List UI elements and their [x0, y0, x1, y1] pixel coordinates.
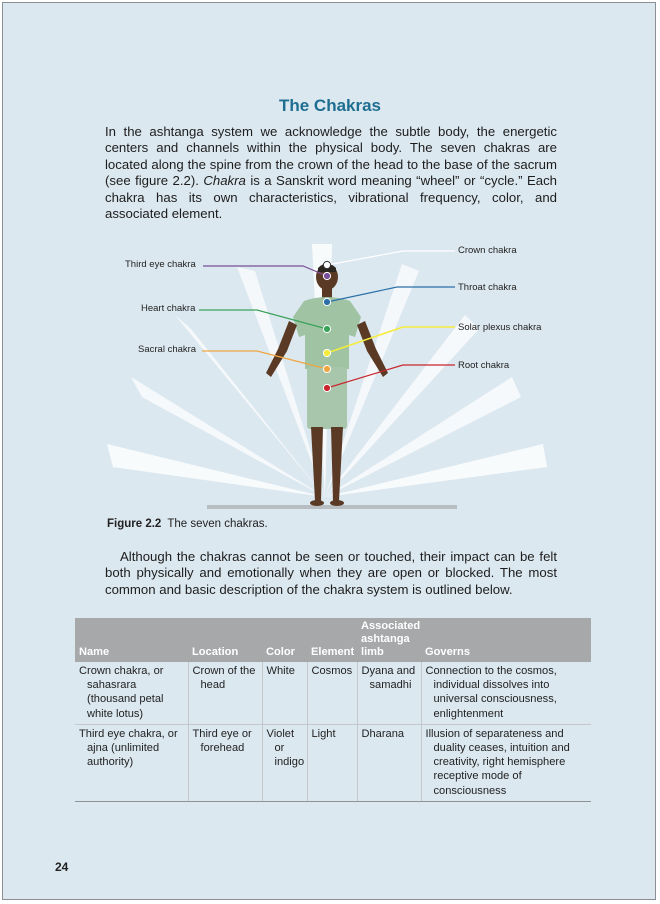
third-eye-chakra-dot	[323, 272, 330, 279]
cell-governs: Connection to the cosmos, individual dissolves into universal consciousness, enlightenment	[425, 665, 557, 720]
cell-element: Cosmos	[311, 665, 353, 677]
root-chakra-dot	[323, 384, 330, 391]
cell-location: Crown of the head	[192, 665, 256, 692]
header-location: Location	[188, 618, 262, 662]
cell-color: White	[266, 665, 295, 677]
sacral-chakra-label: Sacral chakra	[138, 344, 197, 355]
book-page	[2, 2, 656, 900]
yoga-mat	[207, 505, 457, 509]
cell-location: Third eye or forehead	[192, 727, 252, 755]
header-element: Element	[307, 618, 357, 662]
section-title: The Chakras	[278, 96, 382, 115]
cell-governs: Illusion of separateness and duality ceases, intuition and creativity, right hemisphere receptive mode of consciousness	[425, 727, 570, 797]
heart-chakra-dot	[323, 325, 330, 332]
cell-name: Crown chakra, or sahasrara (thousand petal white lotus)	[79, 665, 164, 720]
throat-chakra-dot	[323, 298, 330, 305]
cell-limb: Dharana	[361, 727, 405, 740]
crown-chakra-label: Crown chakra	[458, 245, 517, 256]
solar-plexus-chakra-label: Solar plexus chakra	[458, 322, 542, 333]
table-row	[75, 724, 591, 801]
third-eye-line	[203, 266, 327, 276]
cell-color: Violet or indigo	[266, 727, 305, 769]
header-color: Color	[262, 618, 307, 662]
third-eye-chakra-label: Third eye chakra	[125, 259, 196, 270]
solar-plexus-chakra-dot	[323, 349, 330, 356]
intro-paragraph	[105, 124, 557, 222]
intro-italic-term: Chakra	[203, 173, 246, 189]
table-header-row	[75, 618, 591, 662]
chakra-figure	[107, 239, 557, 511]
cell-name: Third eye chakra, or ajna (unlimited authority)	[79, 727, 178, 769]
sacral-chakra-dot	[323, 365, 330, 372]
chakra-table	[75, 618, 591, 802]
body-paragraph-text: Although the chakras cannot be seen or touched, their impact can be felt both physically and emotionally when they are open or blocked. The most common and basic description of the chakra system is outlined below.	[105, 549, 557, 597]
chakra-illustration	[107, 239, 557, 511]
heart-chakra-label: Heart chakra	[141, 303, 196, 314]
header-governs: Governs	[421, 618, 591, 662]
crown-line	[327, 251, 455, 265]
table-row	[75, 662, 591, 724]
header-name: Name	[75, 618, 188, 662]
figure-caption-label: Figure 2.2	[107, 518, 162, 530]
intro-text-before: In the ashtanga system we acknowledge the subtle body, the energetic centers and channels within the physical body. The seven chakras are located along the spine from the crown of the head to the base of the sacrum (see figure 2.2).	[105, 124, 557, 189]
body-paragraph	[105, 549, 557, 598]
cell-element: Light	[311, 727, 336, 740]
throat-chakra-label: Throat chakra	[458, 282, 517, 293]
intro-text-after: is a Sanskrit word meaning “wheel” or “cycle.” Each chakra has its own characteristics, vibrational frequency, color, and associated element.	[105, 173, 558, 222]
cell-limb: Dyana and samadhi	[361, 665, 416, 692]
figure-caption-text: The seven chakras.	[167, 518, 268, 530]
crown-chakra-dot	[323, 261, 330, 268]
page-number: 24	[55, 860, 69, 874]
root-chakra-label: Root chakra	[458, 360, 510, 371]
figure-caption	[107, 518, 268, 530]
header-limb: Associated ashtanga limb	[357, 618, 421, 662]
